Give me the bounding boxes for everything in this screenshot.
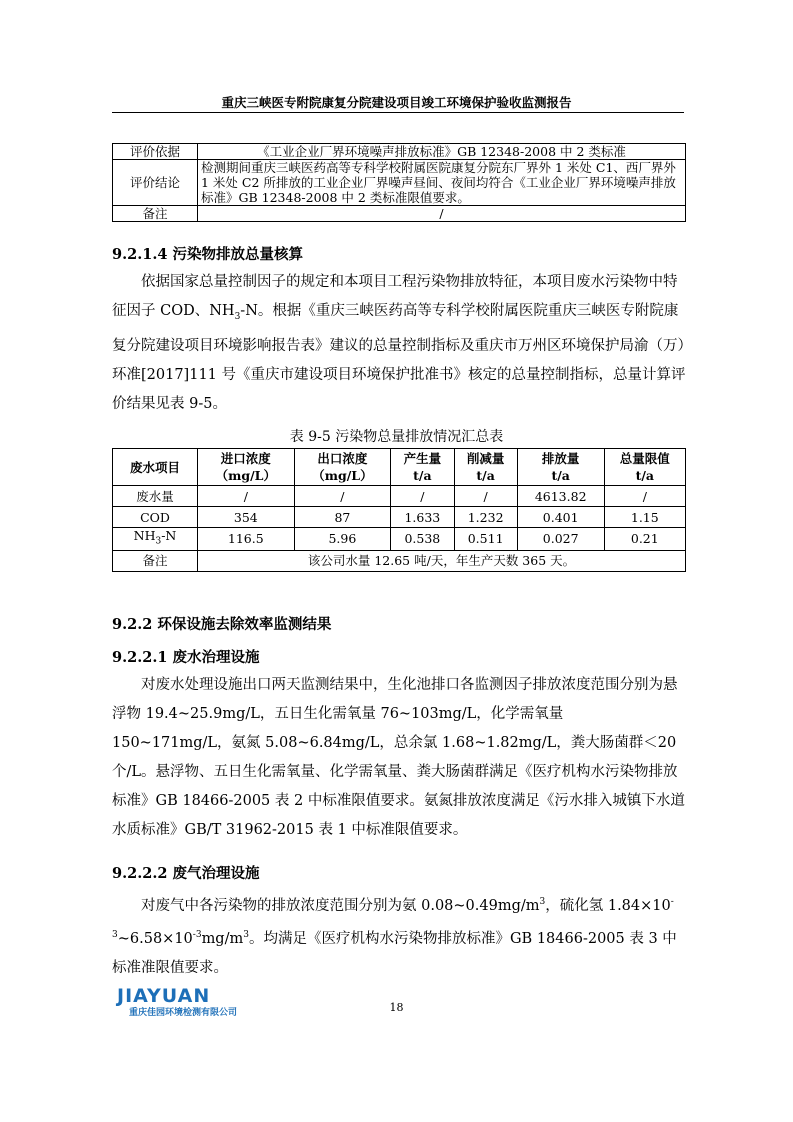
column-header [454,449,517,486]
item-text: NH [133,528,156,543]
paragraph-part: 依据国家总量控制因子的规定和本项目工程污染物排放特征，本项目废水污染物中特征因子 COD、NH [112,274,678,319]
cell-item [113,507,198,528]
section-heading-9214: 9.2.1.4 污染物排放总量核算 [112,246,304,263]
cell: / [604,486,685,507]
column-header [113,449,198,486]
section-9214-paragraph [112,268,687,419]
cell: 87 [294,507,391,528]
cell: / [391,486,454,507]
cell-item [113,486,198,507]
cell: 1.633 [391,507,454,528]
superscript: 3 [539,897,546,907]
header-line2: t/a [635,468,655,483]
table-caption: 表 9-5 污染物总量排放情况汇总表 [289,429,504,445]
header-rule [112,112,684,113]
row-key: 评价结论 [113,160,198,206]
table-header-row [113,449,686,486]
row-key: 备注 [113,206,198,222]
header-line1: 进口浓度 [220,451,271,466]
column-header [604,449,685,486]
cell: 1.232 [454,507,517,528]
subscript: 3 [234,311,241,322]
page-number: 18 [389,1001,404,1014]
paragraph-part: mg/m [201,930,244,947]
company-name: 重庆佳园环境检测有限公司 [129,1008,238,1018]
cell: / [294,486,391,507]
cell: 0.027 [517,528,604,551]
paragraph-part: ~6.58×10 [117,930,193,947]
row-value: / [198,206,686,222]
header-line1: 总量限值 [619,451,670,466]
section-heading-9221: 9.2.2.1 废水治理设施 [112,649,260,666]
paragraph-part: -N。根据《重庆三峡医药高等专科学校附属医院重庆三峡医专附院康复分院建设项目环境影响报告表》建议的总量控制指标及重庆市万州区环境保护局渝（万）环准[2017]111 号《重庆市建设项目环境保护批准书》核定的总量控制指标，总量计算评价结果见表 9-5。 [112,303,686,412]
item-tail: -N [161,528,177,543]
header-line2: t/a [551,468,570,483]
column-header [391,449,454,486]
column-header [294,449,391,486]
header-line1: 产生量 [403,451,442,466]
cell: 0.511 [454,528,517,551]
cell: 1.15 [604,507,685,528]
table-row [113,528,686,551]
header-line1: 削减量 [466,451,505,466]
header-line1: 出口浓度 [317,451,368,466]
table-row [113,144,686,160]
superscript: -3 [192,929,202,940]
section-heading-9222: 9.2.2.2 废气治理设施 [112,865,260,882]
header-line1: 废水项目 [129,459,180,475]
cell: 0.21 [604,528,685,551]
pollutant-total-table [112,448,686,572]
item-text: 废水量 [136,488,174,504]
paragraph-part: 。均满足《医疗机构水污染物排放标准》GB 18466-2005 表 3 中标准准限值要求。 [112,930,677,976]
cell: 5.96 [294,528,391,551]
row-value: 检测期间重庆三峡医药高等专科学校附属医院康复分院东厂界外 1 米处 C1、西厂界外 1 米处 C2 所排放的工业企业厂界噪声昼间、夜间均符合《工业企业厂界环境噪声排放标准》GB 12348-2008 中 2 类标准限值要求。 [198,160,686,206]
item-text: COD [140,509,170,525]
cell: / [454,486,517,507]
row-value: 《工业企业厂界环境噪声排放标准》GB 12348-2008 中 2 类标准 [198,144,686,160]
table-row [113,486,686,507]
section-9222-paragraph [112,888,687,983]
cell-item [113,528,198,551]
noise-evaluation-table [112,143,686,222]
section-heading-922: 9.2.2 环保设施去除效率监测结果 [112,616,332,633]
table-row [113,160,686,206]
logo-text: JIAYUAN [117,985,211,1007]
note-key: 备注 [113,550,198,571]
superscript: -3 [112,897,674,940]
column-header [517,449,604,486]
table-row [113,206,686,222]
subscript: 3 [155,536,162,547]
report-header-title: 重庆三峡医专附院康复分院建设项目竣工环境保护验收监测报告 [221,95,572,110]
paragraph-part: ，硫化氢 1.84×10 [545,897,671,914]
header-line1: 排放量 [541,451,580,466]
cell: 354 [198,507,295,528]
cell: 4613.82 [517,486,604,507]
section-9221-paragraph: 对废水处理设施出口两天监测结果中，生化池排口各监测因子排放浓度范围分别为悬浮物 19.4~25.9mg/L，五日生化需氧量 76~103mg/L，化学需氧量 150~171mg/L，氨氮 5.08~6.84mg/L，总余氯 1.68~1.82mg/L，粪大肠菌群＜20 个/L。悬浮物、五日生化需氧量、化学需氧量、粪大肠菌群满足《医疗机构水污染物排放标准》GB 18466-2005 表 2 中标准限值要求。氨氮排放浓度满足《污水排入城镇下水道水质标准》GB/T 31962-2015 表 1 中标准限值要求。 [112,677,685,838]
note-value: 该公司水量 12.65 吨/天，年生产天数 365 天。 [198,550,686,571]
cell: / [198,486,295,507]
superscript: 3 [243,929,249,940]
paragraph-part: 对废气中各污染物的排放浓度范围分别为氨 0.08~0.49mg/m [141,897,540,914]
header-line2: （mg/L） [312,468,373,483]
cell: 116.5 [198,528,295,551]
header-line2: （mg/L） [215,468,276,483]
header-line2: t/a [476,468,495,483]
cell: 0.401 [517,507,604,528]
cell: 0.538 [391,528,454,551]
table-note-row [113,550,686,571]
column-header [198,449,295,486]
row-key: 评价依据 [113,144,198,160]
table-row [113,507,686,528]
header-line2: t/a [413,468,432,483]
